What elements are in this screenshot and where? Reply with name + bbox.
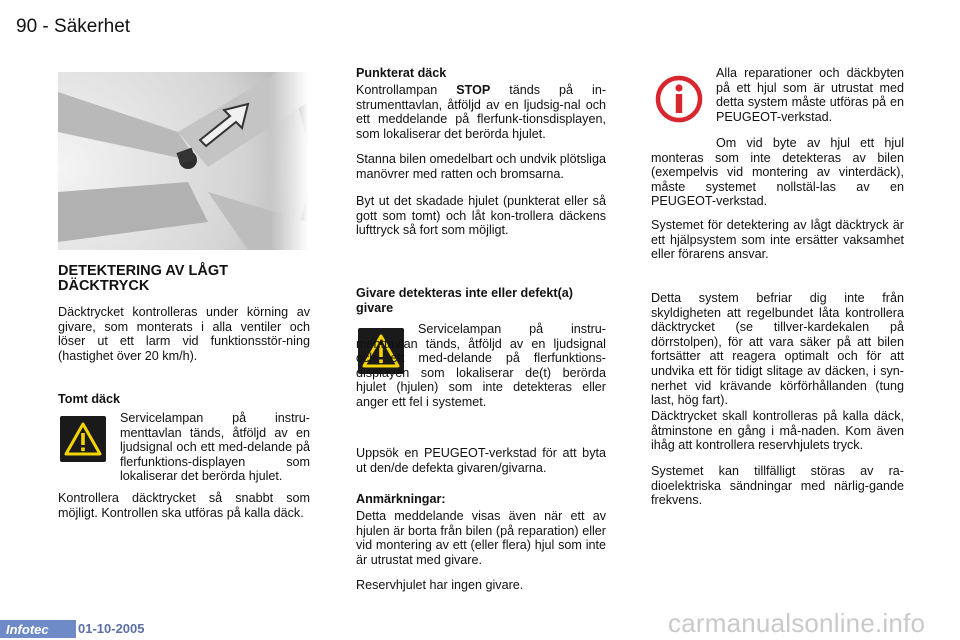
right-paragraph-3: Systemet för detektering av lågt däcktryck är ett hjälpsystem som inte ersätter vaksamhet eller förarens ansvar. [651, 218, 904, 262]
wheel-valve-illustration [58, 72, 308, 250]
watermark: carmanualsonline.info [668, 608, 926, 638]
empty-tire-advice: Kontrollera däcktrycket så snabbt som möjligt. Kontrollen ska utföras på kalla däck. [58, 491, 310, 520]
notes-paragraph-1: Detta meddelande visas även när ett av hjulen är borta från bilen (på reparation) eller vid montering av ett (eller flera) hjul som inte är utrustat med givare. [356, 509, 606, 567]
puncture-paragraph-2: Stanna bilen omedelbart och undvik plötsliga manövrer med ratten och bromsarna. [356, 152, 606, 181]
puncture-paragraph-3: Byt ut det skadade hjulet (punkterat eller så gott som tomt) och låt kon-trollera däckens lufttryck så fort som möjligt. [356, 194, 606, 238]
empty-tire-title: Tomt däck [58, 392, 121, 406]
empty-tire-warning-text: Servicelampan på instru-menttavlan tänds, åtföljd av en ljudsignal och ett med-delande på flerfunktions-displayen som lokaliserar det berörda hjulet. [120, 411, 310, 484]
section-heading: DETEKTERING AV LÅGT DÄCKTRYCK [58, 263, 228, 294]
footer-date: 01-10-2005 [78, 621, 145, 636]
puncture-title: Punkterat däck [356, 66, 447, 80]
sensors-paragraph-2: Uppsök en PEUGEOT-verkstad för att byta ut den/de defekta givaren/givarna. [356, 446, 606, 475]
info-icon [654, 74, 704, 129]
sensors-title: Givare detekteras inte eller defekt(a) givare [356, 286, 573, 315]
info-paragraph-1: Alla reparationer och däckbyten på ett hjul som är utrustat med detta system måste utföras på en PEUGEOT-verkstad. [716, 66, 904, 124]
notes-title: Anmärkningar: [356, 492, 446, 506]
right-paragraph-5: Däcktrycket skall kontrolleras på kalla däck, åtminstone en gång i må-naden. Kom även ihåg att kontrollera reservhjulets tryck. [651, 409, 904, 453]
page-title: 90 - Säkerhet [16, 16, 131, 37]
info-paragraph-2: Om vid byte av hjul ett hjul monteras som inte detekteras av bilen (exempelvis vid montering av vinterdäck), måste systemet nollstäl-las av en PEUGEOT-verkstad. [651, 136, 904, 209]
right-paragraph-6: Systemet kan tillfälligt störas av ra-dioelektriska sändningar med närlig-gande frekvens. [651, 464, 904, 508]
intro-paragraph: Däcktrycket kontrolleras under körning av givare, som monterats i alla ventiler och löser ut ett larm vid funktionsstör-ning (hastighet över 20 km/h). [58, 305, 310, 363]
warning-icon [60, 416, 106, 462]
notes-paragraph-2: Reservhjulet har ingen givare. [356, 578, 524, 592]
puncture-paragraph-1: Kontrollampan STOP tänds på in-strumenttavlan, åtföljd av en ljudsig-nal och ett meddelande på flerfunk-tionsdisplayen, som lokaliserar det berörda hjulet. [356, 83, 607, 141]
sensors-warning-text: Servicelampan på instru-menttavlan tänds, åtföljd av en ljudsignal och ett med-delande på flerfunktions-displayen som lokaliserar de(t) berörda hjulet (hjulen) som inte detekteras eller anger ett fel i systemet. [356, 322, 606, 409]
right-paragraph-4: Detta system befriar dig inte från skyldigheten att regelbundet låta kontrollera däcktrycket (se tillver-kardekalen på dörrstolpen), för att vara säker på att bilen fortsätter att reagera optimalt och för att undvika ett för tidigt slitage av däcken, i syn-nerhet vid krävande körförhållanden (tung last, hög fart). [651, 291, 904, 408]
infotec-logo: Infotec [0, 620, 76, 638]
stop-label: STOP [456, 83, 491, 97]
